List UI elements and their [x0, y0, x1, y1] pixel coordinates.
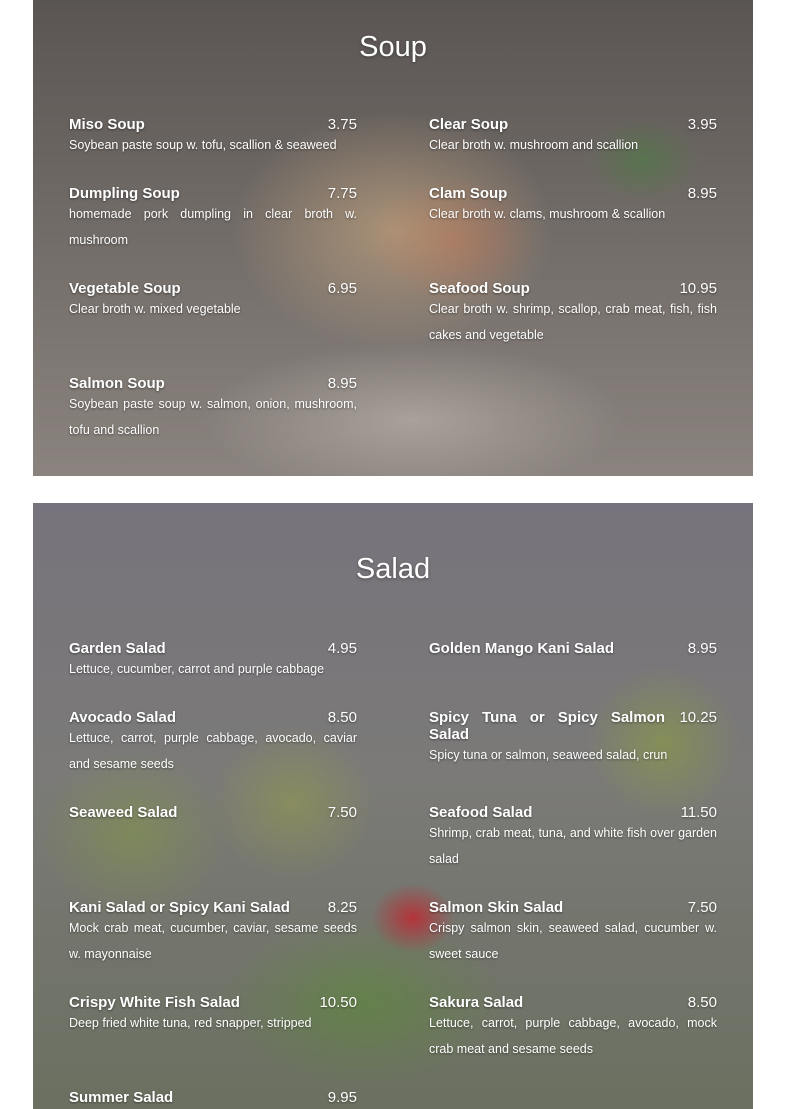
- menu-item: [69, 185, 357, 253]
- item-description: Crispy salmon skin, seaweed salad, cucumber w. sweet sauce: [429, 921, 717, 961]
- item-name: Summer Salad: [69, 1089, 174, 1106]
- item-price: 10.25: [679, 709, 717, 726]
- menu-item: [69, 1089, 357, 1105]
- item-price: 10.50: [319, 994, 357, 1011]
- item-description: Shrimp, crab meat, tuna, and white fish over garden salad: [429, 826, 717, 866]
- item-price: 9.95: [327, 1089, 357, 1106]
- item-price: 8.50: [327, 709, 357, 726]
- menu-item: [69, 375, 357, 443]
- item-description: Lettuce, carrot, purple cabbage, avocado, mock crab meat and sesame seeds: [429, 1016, 717, 1056]
- item-price: 8.95: [687, 640, 717, 657]
- soup-title: Soup: [359, 31, 427, 63]
- menu-item: [429, 994, 717, 1062]
- menu-item: [429, 116, 717, 158]
- item-price: 3.95: [687, 116, 717, 133]
- salad-title: Salad: [355, 553, 431, 585]
- item-description: Clear broth w. shrimp, scallop, crab meat, fish, fish cakes and vegetable: [429, 302, 717, 342]
- item-name: Seaweed Salad: [69, 804, 178, 821]
- soup-section: [33, 0, 753, 476]
- menu-item: [69, 709, 357, 777]
- menu-item: [429, 280, 717, 348]
- item-description: Clear broth w. clams, mushroom & scallion: [429, 207, 666, 221]
- item-name: Clam Soup: [429, 185, 508, 202]
- item-price: 7.50: [327, 804, 357, 821]
- item-description: Deep fried white tuna, red snapper, stripped: [69, 1016, 312, 1030]
- item-description: Clear broth w. mixed vegetable: [69, 302, 241, 316]
- item-description: homemade pork dumpling in clear broth w. mushroom: [69, 207, 357, 247]
- item-description: Lettuce, cucumber, carrot and purple cabbage: [69, 662, 325, 676]
- salad-section: [33, 503, 753, 1109]
- item-name: Salmon Skin Salad: [429, 899, 564, 916]
- item-name: Miso Soup: [69, 116, 145, 133]
- item-price: 7.75: [327, 185, 357, 202]
- item-price: 8.95: [687, 185, 717, 202]
- menu-item: [429, 804, 717, 872]
- item-price: 4.95: [327, 640, 357, 657]
- menu-item: [69, 640, 357, 682]
- item-description: Lettuce, carrot, purple cabbage, avocado, caviar and sesame seeds: [69, 731, 357, 771]
- item-name: Sakura Salad: [429, 994, 524, 1011]
- item-name: Garden Salad: [69, 640, 166, 657]
- item-name: Salmon Soup: [69, 375, 165, 392]
- item-price: 6.95: [327, 280, 357, 297]
- menu-item: [69, 804, 357, 820]
- item-price: 7.50: [687, 899, 717, 916]
- item-name: Seafood Soup: [429, 280, 530, 297]
- item-price: 8.95: [327, 375, 357, 392]
- item-price: 3.75: [327, 116, 357, 133]
- item-price: 8.50: [687, 994, 717, 1011]
- item-description: Mock crab meat, cucumber, caviar, sesame seeds w. mayonnaise: [69, 921, 357, 961]
- item-name: Spicy Tuna or Spicy Salmon Salad: [429, 709, 665, 743]
- item-name: Seafood Salad: [429, 804, 533, 821]
- menu-item: [429, 185, 717, 227]
- item-name: Vegetable Soup: [69, 280, 181, 297]
- item-description: Soybean paste soup w. salmon, onion, mushroom, tofu and scallion: [69, 397, 357, 437]
- menu-item: [429, 899, 717, 967]
- menu-item: [69, 280, 357, 322]
- item-name: Golden Mango Kani Salad: [429, 640, 615, 657]
- item-name: Dumpling Soup: [69, 185, 180, 202]
- item-description: Spicy tuna or salmon, seaweed salad, crun: [429, 748, 668, 762]
- menu-item: [429, 709, 717, 768]
- menu-item: [69, 994, 357, 1036]
- item-name: Kani Salad or Spicy Kani Salad: [69, 899, 290, 916]
- menu-item: [69, 899, 357, 967]
- item-name: Avocado Salad: [69, 709, 176, 726]
- item-name: Crispy White Fish Salad: [69, 994, 240, 1011]
- item-price: 8.25: [327, 899, 357, 916]
- menu-item: [429, 640, 717, 656]
- item-price: 10.95: [679, 280, 717, 297]
- item-description: Clear broth w. mushroom and scallion: [429, 138, 639, 152]
- item-price: 11.50: [680, 804, 717, 821]
- item-description: Soybean paste soup w. tofu, scallion & seaweed: [69, 138, 337, 152]
- item-name: Clear Soup: [429, 116, 509, 133]
- menu-item: [69, 116, 357, 158]
